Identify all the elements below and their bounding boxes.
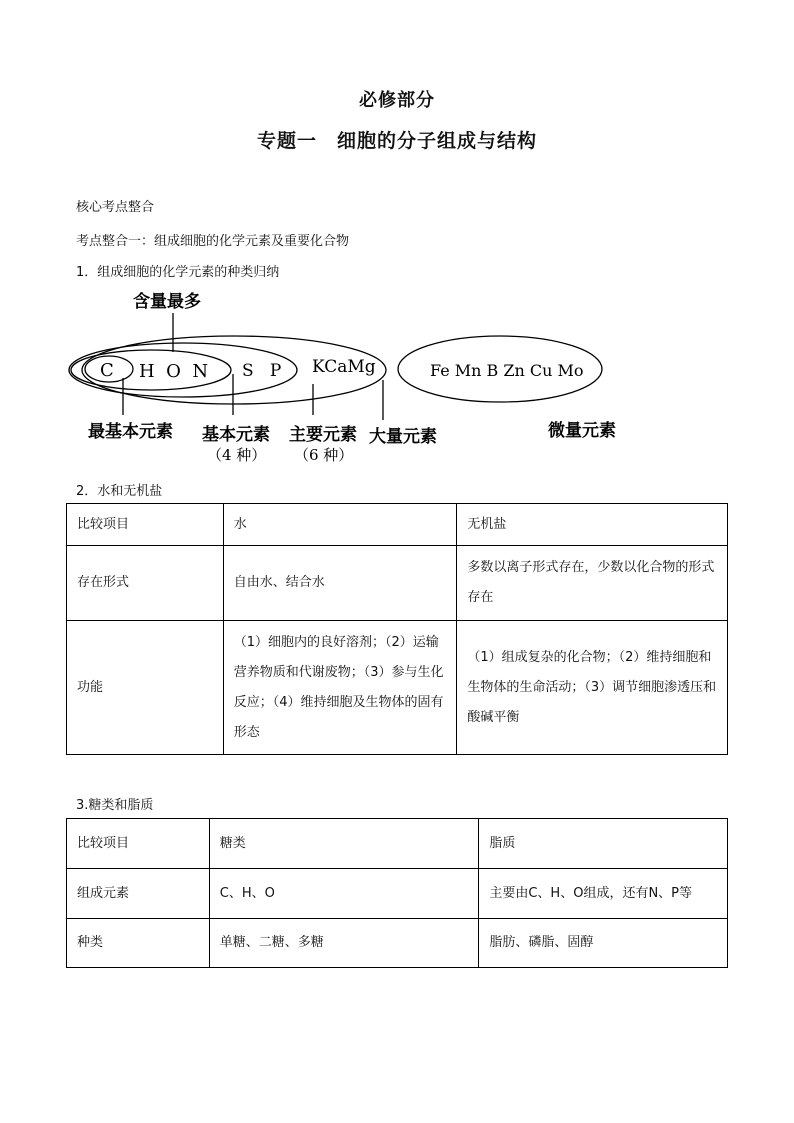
topic-title: 专题一 细胞的分子组成与结构	[256, 130, 537, 152]
label-main-elements: 主要元素	[289, 425, 357, 445]
table-cell: 组成元素	[67, 869, 210, 919]
table-cell: 单糖、二糖、多糖	[209, 919, 479, 968]
table-cell: 主要由C、H、O组成，还有N、P等	[479, 869, 728, 919]
table-row	[67, 919, 728, 968]
table-header-cell: 水	[223, 504, 457, 546]
section-heading: 核心考点整合	[76, 200, 155, 215]
water-salts-table	[66, 503, 728, 755]
table-cell: （1）细胞内的良好溶剂；（2）运输营养物质和代谢废物；（3）参与生化反应；（4）维持细胞及生物体的固有形态	[223, 621, 457, 755]
elements-sp: S P	[242, 361, 282, 381]
page-title: 必修部分	[359, 90, 435, 111]
table-header-cell: 糖类	[209, 819, 479, 869]
label-trace-elements: 微量元素	[548, 421, 616, 441]
table-cell: 存在形式	[67, 546, 224, 621]
table-cell: 多数以离子形式存在，少数以化合物的形式存在	[457, 546, 728, 621]
table-header-cell: 比较项目	[67, 819, 210, 869]
label-most-abundant: 含量最多	[133, 292, 201, 312]
trace-element-list: Fe Mn B Zn Cu Mo	[430, 361, 584, 380]
item2-heading: 2．水和无机盐	[76, 484, 163, 499]
table-cell: 功能	[67, 621, 224, 755]
label-most-basic-elements: 最基本元素	[88, 422, 173, 442]
table-header-row	[67, 819, 728, 869]
table-row	[67, 546, 728, 621]
table-header-cell: 无机盐	[457, 504, 728, 546]
label-basic-elements: 基本元素	[202, 425, 270, 445]
table-header-cell: 脂质	[479, 819, 728, 869]
table-header-row	[67, 504, 728, 546]
table-cell: C、H、O	[209, 869, 479, 919]
table-cell: 种类	[67, 919, 210, 968]
table-row	[67, 869, 728, 919]
table-cell: （1）组成复杂的化合物；（2）维持细胞和生物体的生命活动；（3）调节细胞渗透压和酸碱平衡	[457, 621, 728, 755]
elements-hon: H O N	[139, 361, 209, 382]
table-cell: 自由水、结合水	[223, 546, 457, 621]
label-main-count: （6 种）	[294, 446, 354, 464]
label-basic-count: （4 种）	[207, 446, 267, 464]
table-row	[67, 621, 728, 755]
item3-heading: 3.糖类和脂质	[76, 798, 154, 813]
table-cell: 脂肪、磷脂、固醇	[479, 919, 728, 968]
table-header-cell: 比较项目	[67, 504, 224, 546]
sugar-lipid-table	[66, 818, 728, 968]
item1-heading: 1．组成细胞的化学元素的种类归纳	[76, 265, 280, 280]
element-diagram	[0, 0, 794, 480]
label-macro-elements: 大量元素	[369, 427, 437, 447]
elements-kcamg: KCaMg	[312, 357, 376, 377]
topic-heading: 考点整合一：组成细胞的化学元素及重要化合物	[76, 234, 350, 249]
element-c: C	[100, 360, 114, 381]
